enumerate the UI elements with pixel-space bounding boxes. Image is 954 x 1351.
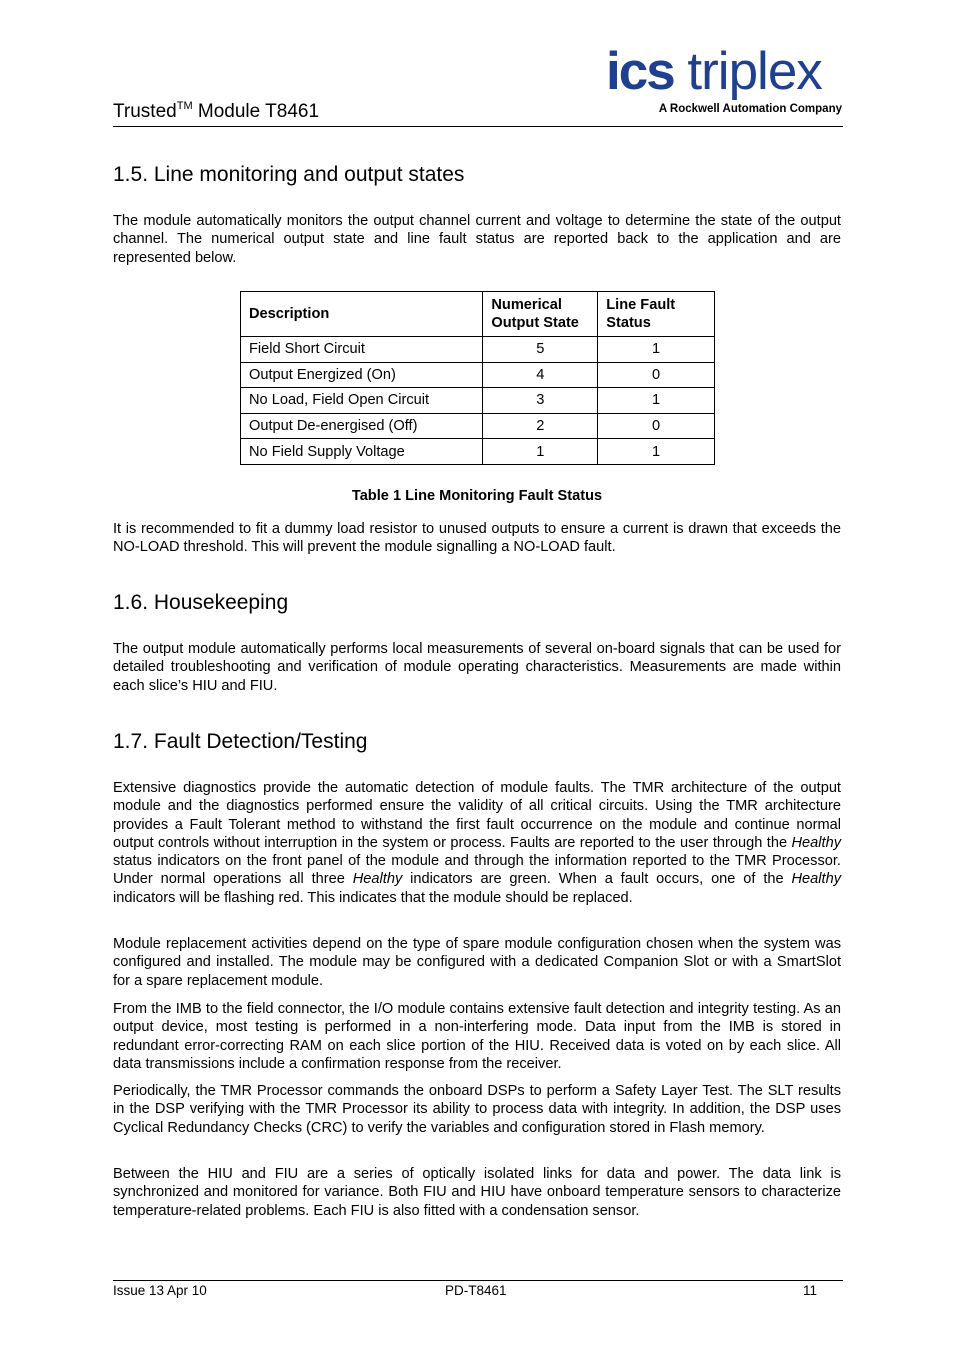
p1-text-c: status indicators on the front panel of the module and through the information reported to the TMR Processor. Under normal operations all three	[113, 853, 841, 888]
footer-issue: Issue 13 Apr 10	[113, 1283, 207, 1298]
section-heading-1-7: 1.7. Fault Detection/Testing	[113, 730, 368, 753]
table-row	[241, 388, 715, 414]
document-title	[113, 100, 319, 124]
cell-fault-status: 1	[598, 388, 715, 414]
footer-page-number: 11	[803, 1283, 818, 1298]
cell-description: Output De-energised (Off)	[241, 413, 483, 439]
cell-fault-status: 0	[598, 362, 715, 388]
logo-bold: ics	[606, 42, 674, 101]
cell-output-state: 2	[483, 413, 598, 439]
header-output-state: Numerical Output State	[483, 292, 598, 337]
section-1-7-paragraph-4: Periodically, the TMR Processor commands the onboard DSPs to perform a Safety Layer Test. The SLT results in the DSP verifying with the TMR Processor its ability to process data with integrity. In addition, the DSP uses Cyclical Redundancy Checks (CRC) to verify the variables and configuration stored in Flash memory.	[113, 1083, 841, 1136]
section-1-5-paragraph-2: It is recommended to fit a dummy load resistor to unused outputs to ensure a current is drawn that exceeds the NO-LOAD threshold. This will prevent the module signalling a NO-LOAD fault.	[113, 521, 841, 556]
cell-fault-status: 1	[598, 337, 715, 363]
table-row	[241, 439, 715, 465]
cell-output-state: 4	[483, 362, 598, 388]
footer-document-id: PD-T8461	[445, 1283, 507, 1298]
title-prefix: Trusted	[113, 101, 177, 122]
table-header-row	[241, 292, 715, 337]
section-1-5-paragraph-1: The module automatically monitors the output channel current and voltage to determine the state of the output channel. The numerical output state and line fault status are reported back to the application and are represented below.	[113, 213, 841, 266]
cell-description: Field Short Circuit	[241, 337, 483, 363]
cell-description: Output Energized (On)	[241, 362, 483, 388]
logo-light: triplex	[687, 42, 822, 101]
p1-text-a: Extensive diagnostics provide the automatic detection of module faults. The TMR architecture of the output module and the diagnostics performed ensure the validity of all critical circuits. Using the TMR architecture provides a Fault Tolerant method to withstand the first fault occurrence on the module and continue normal output controls without interruption in the system or process. Faults are reported to the user through the	[113, 780, 841, 851]
section-1-7-paragraph-2: Module replacement activities depend on the type of spare module configuration chosen when the system was configured and installed. The module may be configured with a dedicated Companion Slot or with a SmartSlot for a spare replacement module.	[113, 936, 841, 989]
section-heading-1-6: 1.6. Housekeeping	[113, 591, 289, 614]
cell-description: No Load, Field Open Circuit	[241, 388, 483, 414]
trademark-mark: TM	[176, 100, 193, 112]
healthy-term: Healthy	[791, 871, 841, 888]
cell-output-state: 5	[483, 337, 598, 363]
p1-text-g: indicators will be flashing red. This indicates that the module should be replaced.	[113, 889, 633, 906]
cell-output-state: 3	[483, 388, 598, 414]
section-1-7-paragraph-3: From the IMB to the field connector, the I/O module contains extensive fault detection and integrity testing. As an output device, most testing is performed in a non-interfering mode. Data input from the IMB is stored in redundant error-correcting RAM on each slice portion of the HIU. Received data is voted on by each slice. All data transmissions include a confirmation response from the receiver.	[113, 1001, 841, 1072]
table-row	[241, 362, 715, 388]
section-heading-1-5: 1.5. Line monitoring and output states	[113, 163, 465, 186]
table-row	[241, 337, 715, 363]
header-description: Description	[241, 292, 483, 337]
table-row	[241, 413, 715, 439]
section-1-7-paragraph-1	[113, 779, 841, 907]
title-suffix: Module T8461	[192, 101, 320, 122]
healthy-term: Healthy	[791, 834, 841, 851]
table-caption: Table 1 Line Monitoring Fault Status	[351, 488, 603, 504]
section-1-7-paragraph-5: Between the HIU and FIU are a series of optically isolated links for data and power. The data link is synchronized and monitored for variance. Both FIU and HIU have onboard temperature sensors to characterize temperature-related problems. Each FIU is also fitted with a condensation sensor.	[113, 1166, 841, 1219]
section-1-6-paragraph-1: The output module automatically performs local measurements of several on-board signals that can be used for detailed troubleshooting and verification of module operating characteristics. Measurements are made within each slice’s HIU and FIU.	[113, 641, 841, 694]
p1-text-e: indicators are green. When a fault occurs, one of the	[402, 871, 792, 888]
healthy-term: Healthy	[352, 871, 403, 888]
ics-triplex-logo	[606, 44, 844, 122]
cell-description: No Field Supply Voltage	[241, 439, 483, 465]
logo-tagline: A Rockwell Automation Company	[658, 103, 842, 115]
footer-rule	[113, 1280, 843, 1281]
header-rule	[113, 126, 843, 127]
cell-fault-status: 0	[598, 413, 715, 439]
line-monitoring-table	[240, 291, 715, 465]
cell-fault-status: 1	[598, 439, 715, 465]
cell-output-state: 1	[483, 439, 598, 465]
logo-wordmark	[606, 44, 822, 100]
header-fault-status: Line Fault Status	[598, 292, 715, 337]
